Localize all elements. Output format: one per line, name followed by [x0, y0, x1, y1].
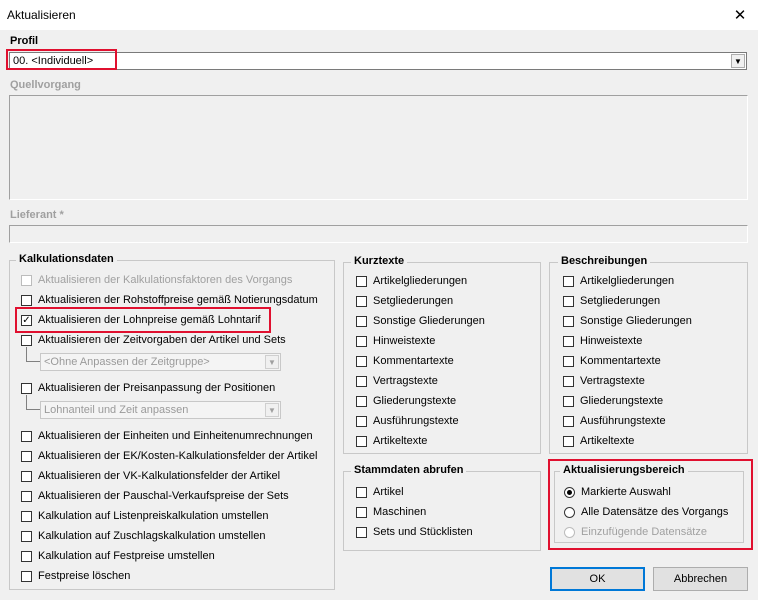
kurztexte-checkbox-5[interactable] — [356, 376, 367, 387]
beschreibungen-label-6: Gliederungstexte — [580, 395, 664, 407]
vk-checkbox[interactable] — [21, 471, 32, 482]
beschreibungen-label-2: Sonstige Gliederungen — [580, 315, 692, 327]
einheiten-label: Aktualisieren der Einheiten und Einheitenumrechnungen — [38, 430, 313, 442]
beschreibungen-checkbox-5[interactable] — [563, 376, 574, 387]
kurztexte-label-1: Setgliederungen — [373, 295, 454, 307]
einzufuegende-label: Einzufügende Datensätze — [581, 526, 707, 538]
stammdaten-title: Stammdaten abrufen — [351, 464, 466, 476]
kurztexte-label-6: Gliederungstexte — [373, 395, 457, 407]
beschreibungen-label-5: Vertragstexte — [580, 375, 645, 387]
profil-label: Profil — [10, 35, 39, 47]
kurztexte-checkbox-6[interactable] — [356, 396, 367, 407]
beschreibungen-label-0: Artikelgliederungen — [580, 275, 675, 287]
beschreibungen-checkbox-8[interactable] — [563, 436, 574, 447]
beschreibungen-checkbox-4[interactable] — [563, 356, 574, 367]
preisanpassung-checkbox[interactable] — [21, 383, 32, 394]
abbrechen-button[interactable] — [653, 567, 748, 591]
bereich-title: Aktualisierungsbereich — [560, 464, 688, 476]
lieferant-label: Lieferant * — [10, 209, 64, 221]
chevron-down-icon[interactable]: ▼ — [731, 54, 745, 68]
stammdaten-checkbox-1[interactable] — [356, 507, 367, 518]
abbrechen-label: Abbrechen — [673, 573, 728, 585]
kurztexte-label-7: Ausführungstexte — [373, 415, 459, 427]
kurztexte-label-5: Vertragstexte — [373, 375, 438, 387]
stammdaten-label-0: Artikel — [373, 486, 404, 498]
beschreibungen-checkbox-0[interactable] — [563, 276, 574, 287]
beschreibungen-label-4: Kommentartexte — [580, 355, 661, 367]
profil-select[interactable] — [9, 52, 747, 70]
lohnanteil-value: Lohnanteil und Zeit anpassen — [44, 404, 189, 416]
kurztexte-checkbox-1[interactable] — [356, 296, 367, 307]
kurztexte-label-4: Kommentartexte — [373, 355, 454, 367]
kalkulationsdaten-title: Kalkulationsdaten — [16, 253, 117, 265]
close-button[interactable] — [722, 0, 758, 30]
beschreibungen-label-8: Artikeltexte — [580, 435, 635, 447]
preisanpassung-label: Aktualisieren der Preisanpassung der Positionen — [38, 382, 276, 394]
festpreise-umstellen-label: Kalkulation auf Festpreise umstellen — [38, 550, 215, 562]
kurztexte-checkbox-0[interactable] — [356, 276, 367, 287]
zuschlag-label: Kalkulation auf Zuschlagskalkulation umstellen — [38, 530, 266, 542]
ek-label: Aktualisieren der EK/Kosten-Kalkulationsfelder der Artikel — [38, 450, 318, 462]
kurztexte-checkbox-2[interactable] — [356, 316, 367, 327]
tree-line — [26, 409, 40, 410]
kurztexte-label-0: Artikelgliederungen — [373, 275, 468, 287]
profil-highlight — [6, 49, 117, 70]
zuschlag-checkbox[interactable] — [21, 531, 32, 542]
kurztexte-label-3: Hinweistexte — [373, 335, 436, 347]
ek-checkbox[interactable] — [21, 451, 32, 462]
beschreibungen-title: Beschreibungen — [558, 255, 650, 267]
check-icon: ✓ — [22, 314, 31, 326]
markierte-label: Markierte Auswahl — [581, 486, 671, 498]
faktoren-label: Aktualisieren der Kalkulationsfaktoren des Vorgangs — [38, 274, 293, 286]
beschreibungen-checkbox-1[interactable] — [563, 296, 574, 307]
stammdaten-checkbox-0[interactable] — [356, 487, 367, 498]
kurztexte-checkbox-7[interactable] — [356, 416, 367, 427]
chevron-down-icon[interactable]: ▼ — [265, 403, 279, 417]
quellvorgang-field[interactable] — [9, 95, 748, 200]
lohnpreise-highlight — [15, 307, 271, 333]
tree-line — [26, 395, 27, 409]
kurztexte-label-2: Sonstige Gliederungen — [373, 315, 485, 327]
kurztexte-checkbox-3[interactable] — [356, 336, 367, 347]
beschreibungen-checkbox-7[interactable] — [563, 416, 574, 427]
zeitvorgaben-label: Aktualisieren der Zeitvorgaben der Artikel und Sets — [38, 334, 286, 346]
lohnanteil-select[interactable] — [40, 401, 281, 419]
beschreibungen-label-3: Hinweistexte — [580, 335, 643, 347]
beschreibungen-label-1: Setgliederungen — [580, 295, 661, 307]
einheiten-checkbox[interactable] — [21, 431, 32, 442]
listenpreis-checkbox[interactable] — [21, 511, 32, 522]
stammdaten-label-2: Sets und Stücklisten — [373, 526, 473, 538]
pauschal-label: Aktualisieren der Pauschal-Verkaufspreise der Sets — [38, 490, 289, 502]
listenpreis-label: Kalkulation auf Listenpreiskalkulation umstellen — [38, 510, 269, 522]
kurztexte-checkbox-4[interactable] — [356, 356, 367, 367]
lohnpreise-label: Aktualisieren der Lohnpreise gemäß Lohntarif — [38, 314, 261, 326]
chevron-down-icon[interactable]: ▼ — [265, 355, 279, 369]
tree-line — [26, 347, 27, 361]
kurztexte-label-8: Artikeltexte — [373, 435, 428, 447]
zeitgruppe-select[interactable] — [40, 353, 281, 371]
lieferant-field[interactable] — [9, 225, 748, 243]
title-bar — [0, 0, 758, 30]
kurztexte-checkbox-8[interactable] — [356, 436, 367, 447]
festpreise-loeschen-label: Festpreise löschen — [38, 570, 131, 582]
einzufuegende-radio[interactable] — [564, 527, 575, 538]
rohstoff-checkbox[interactable] — [21, 295, 32, 306]
beschreibungen-checkbox-6[interactable] — [563, 396, 574, 407]
window-title: Aktualisieren — [7, 8, 76, 22]
vk-label: Aktualisieren der VK-Kalkulationsfelder der Artikel — [38, 470, 281, 482]
zeitvorgaben-checkbox[interactable] — [21, 335, 32, 346]
faktoren-checkbox[interactable] — [21, 275, 32, 286]
quellvorgang-label: Quellvorgang — [10, 79, 81, 91]
kurztexte-title: Kurztexte — [351, 255, 407, 267]
markierte-radio[interactable] — [564, 487, 575, 498]
stammdaten-label-1: Maschinen — [373, 506, 427, 518]
ok-button[interactable] — [550, 567, 645, 591]
beschreibungen-label-7: Ausführungstexte — [580, 415, 666, 427]
tree-line — [26, 361, 40, 362]
rohstoff-label: Aktualisieren der Rohstoffpreise gemäß Notierungsdatum — [38, 294, 318, 306]
festpreise-umstellen-checkbox[interactable] — [21, 551, 32, 562]
beschreibungen-checkbox-2[interactable] — [563, 316, 574, 327]
zeitgruppe-value: <Ohne Anpassen der Zeitgruppe> — [44, 356, 210, 368]
profil-value: 00. <Individuell> — [13, 55, 94, 67]
pauschal-checkbox[interactable] — [21, 491, 32, 502]
stammdaten-checkbox-2[interactable] — [356, 527, 367, 538]
close-icon: ✕ — [733, 7, 747, 24]
ok-label: OK — [589, 573, 606, 585]
festpreise-loeschen-checkbox[interactable] — [21, 571, 32, 582]
alle-label: Alle Datensätze des Vorgangs — [581, 506, 729, 518]
alle-radio[interactable] — [564, 507, 575, 518]
beschreibungen-checkbox-3[interactable] — [563, 336, 574, 347]
